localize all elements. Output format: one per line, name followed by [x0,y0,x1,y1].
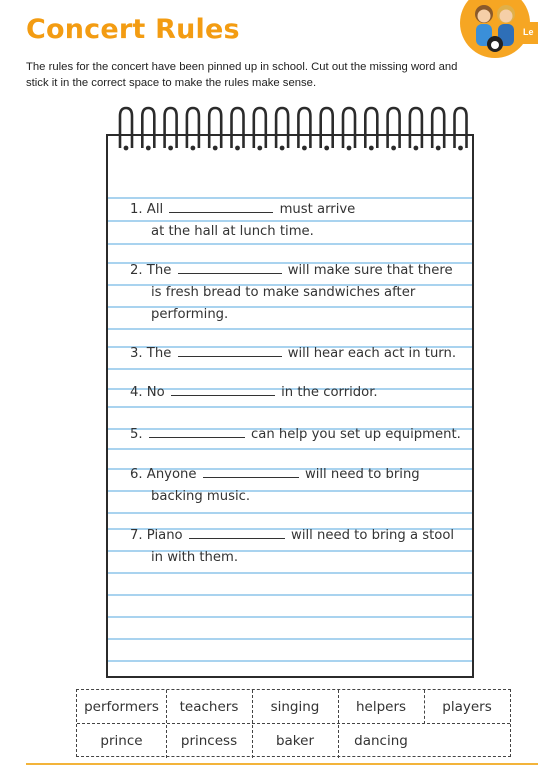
cutout-words-table [76,689,511,757]
rule-number: 1. [130,202,143,217]
spiral-hole [168,146,173,151]
spiral-ring [343,108,355,148]
word-card[interactable]: teachers [179,699,239,715]
page-title: Concert Rules [26,14,240,45]
rule-5 [130,424,470,446]
ruled-line [108,448,472,450]
answer-blank[interactable] [178,262,282,274]
spiral-hole [302,146,307,151]
rule-text-line2: in with them. [151,550,239,565]
spiral-hole [213,146,218,151]
rule-2 [130,260,470,326]
ruled-line [108,328,472,330]
spiral-ring [187,108,199,148]
rule-number: 2. [130,263,143,278]
spiral-hole [124,146,129,151]
answer-blank[interactable] [189,527,285,539]
word-card[interactable]: performers [84,699,159,715]
rule-text-line3: performing. [151,307,229,322]
spiral-hole [347,146,352,151]
rule-text-line2: backing music. [151,489,251,504]
answer-blank[interactable] [178,345,282,357]
spiral-ring [321,108,333,148]
spiral-ring [165,108,177,148]
rule-text-after: will need to bring a stool [291,528,455,543]
word-card[interactable]: players [442,699,492,715]
rule-number: 6. [130,467,143,482]
ruled-line [108,512,472,514]
spiral-ring [232,108,244,148]
footer-divider [26,763,538,765]
rule-number: 4. [130,385,143,400]
ruled-line [108,572,472,574]
rule-text-before: Anyone [146,467,197,482]
spiral-hole [257,146,262,151]
answer-blank[interactable] [171,384,275,396]
rule-text-before: Piano [146,528,183,543]
rule-text-after: will make sure that there [287,263,453,278]
spiral-hole [458,146,463,151]
spiral-hole [235,146,240,151]
instructions-text: The rules for the concert have been pinned up in school. Cut out the missing word and stick it in the correct space to make the rules make sense. [26,61,458,89]
spiral-hole [191,146,196,151]
ruled-line [108,616,472,618]
answer-blank[interactable] [169,201,273,213]
spiral-ring [276,108,288,148]
rule-text-line2: at the hall at lunch time. [151,224,314,239]
ruled-line [108,406,472,408]
spiral-ring [142,108,154,148]
rule-text-after: can help you set up equipment. [251,427,461,442]
answer-blank[interactable] [149,426,245,438]
rule-1 [130,199,470,243]
spiral-ring [410,108,422,148]
rule-text-before: All [146,202,164,217]
spiral-ring [432,108,444,148]
answer-blank[interactable] [203,466,299,478]
spiral-hole [369,146,374,151]
spiral-hole [146,146,151,151]
word-card[interactable]: dancing [354,733,408,749]
spiral-ring [254,108,266,148]
word-card[interactable]: singing [270,699,320,715]
spiral-ring [298,108,310,148]
ruled-line [108,594,472,596]
ruled-line [108,368,472,370]
mascot-badge [458,0,538,62]
rule-text-before: The [146,346,172,361]
badge-tab: Le [518,22,538,44]
spiral-ring [365,108,377,148]
rule-3 [130,343,470,365]
spiral-hole [391,146,396,151]
spiral-ring [120,108,132,148]
spiral-ring [388,108,400,148]
rule-4 [130,382,470,404]
ruled-line [108,638,472,640]
rule-6 [130,464,470,508]
ruled-line [108,243,472,245]
word-card[interactable]: baker [275,733,315,749]
rule-text-after: will hear each act in turn. [287,346,457,361]
rule-text-before: The [146,263,172,278]
rule-text-after: must arrive [279,202,356,217]
spiral-hole [436,146,441,151]
word-card[interactable]: prince [100,733,143,749]
rule-number: 3. [130,346,143,361]
rule-7 [130,525,470,569]
word-card[interactable]: princess [180,733,238,749]
spiral-hole [280,146,285,151]
spiral-ring [455,108,467,148]
spiral-hole [324,146,329,151]
word-card[interactable]: helpers [355,699,407,715]
rule-number: 5. [130,427,143,442]
rule-text-line2: is fresh bread to make sandwiches after [151,285,416,300]
rule-text-before: No [146,385,165,400]
spiral-hole [414,146,419,151]
spiral-ring [209,108,221,148]
rule-text-after: in the corridor. [281,385,378,400]
ruled-line [108,660,472,662]
spiral-binding-icon [112,106,472,152]
rule-number: 7. [130,528,143,543]
rule-text-after: will need to bring [304,467,420,482]
mascot-children-icon [462,0,526,58]
